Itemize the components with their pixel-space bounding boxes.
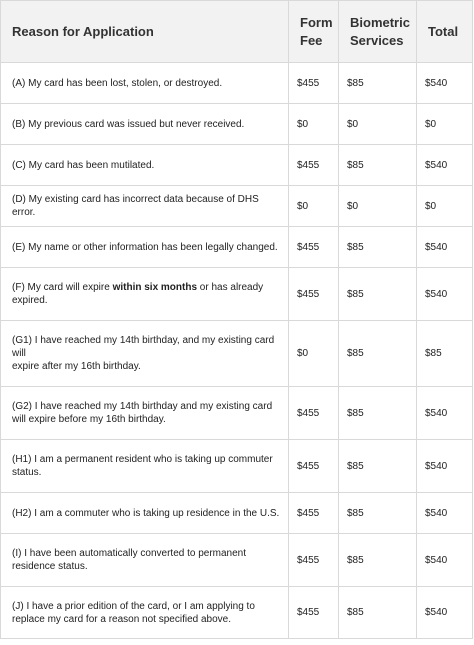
table-row — [1, 268, 473, 321]
form-fee-cell: $455 — [289, 227, 339, 268]
reason-text: (G1) I have reached my 14th birthday, and my existing card will — [12, 335, 275, 359]
biometric-cell: $85 — [339, 227, 417, 268]
form-fee-cell: $455 — [289, 440, 339, 493]
biometric-cell: $85 — [339, 440, 417, 493]
reason-cell — [1, 321, 289, 387]
total-cell: $540 — [417, 440, 473, 493]
reason-cell — [1, 268, 289, 321]
biometric-cell: $85 — [339, 534, 417, 587]
total-cell: $0 — [417, 104, 473, 145]
reason-cell: (J) I have a prior edition of the card, or I am applying to replace my card for a reason not specified above. — [1, 587, 289, 639]
form-fee-cell: $455 — [289, 534, 339, 587]
total-cell: $540 — [417, 534, 473, 587]
header-reason: Reason for Application — [1, 1, 289, 63]
biometric-cell: $85 — [339, 493, 417, 534]
form-fee-cell: $0 — [289, 104, 339, 145]
reason-cell: (I) I have been automatically converted to permanent residence status. — [1, 534, 289, 587]
header-biometric: Biometric Services — [339, 1, 417, 63]
reason-text: expire after my 16th birthday. — [12, 361, 141, 372]
form-fee-cell: $455 — [289, 387, 339, 440]
biometric-cell: $0 — [339, 104, 417, 145]
table-row — [1, 145, 473, 186]
form-fee-cell: $455 — [289, 145, 339, 186]
form-fee-cell: $0 — [289, 321, 339, 387]
total-cell: $540 — [417, 493, 473, 534]
table-row — [1, 186, 473, 227]
table-row — [1, 104, 473, 145]
reason-cell: (A) My card has been lost, stolen, or destroyed. — [1, 63, 289, 104]
total-cell: $540 — [417, 587, 473, 639]
reason-emphasis: within six months — [112, 282, 198, 293]
biometric-cell: $85 — [339, 387, 417, 440]
header-row — [1, 1, 473, 63]
form-fee-cell: $0 — [289, 186, 339, 227]
table-row — [1, 387, 473, 440]
reason-cell: (C) My card has been mutilated. — [1, 145, 289, 186]
total-cell: $85 — [417, 321, 473, 387]
reason-cell: (H1) I am a permanent resident who is taking up commuter status. — [1, 440, 289, 493]
total-cell: $540 — [417, 227, 473, 268]
table-row — [1, 321, 473, 387]
header-form-fee: Form Fee — [289, 1, 339, 63]
reason-text: (F) My card will expire — [12, 282, 113, 293]
biometric-cell: $85 — [339, 321, 417, 387]
table-row — [1, 440, 473, 493]
biometric-cell: $0 — [339, 186, 417, 227]
table-row — [1, 587, 473, 639]
table-row — [1, 534, 473, 587]
total-cell: $540 — [417, 268, 473, 321]
biometric-cell: $85 — [339, 63, 417, 104]
reason-cell: (B) My previous card was issued but never received. — [1, 104, 289, 145]
form-fee-cell: $455 — [289, 268, 339, 321]
reason-cell: (E) My name or other information has been legally changed. — [1, 227, 289, 268]
biometric-cell: $85 — [339, 268, 417, 321]
total-cell: $540 — [417, 63, 473, 104]
biometric-cell: $85 — [339, 145, 417, 186]
form-fee-cell: $455 — [289, 63, 339, 104]
reason-cell: (D) My existing card has incorrect data because of DHS error. — [1, 186, 289, 227]
form-fee-cell: $455 — [289, 493, 339, 534]
total-cell: $0 — [417, 186, 473, 227]
form-fee-cell: $455 — [289, 587, 339, 639]
reason-text: or has already expired. — [12, 282, 264, 306]
total-cell: $540 — [417, 387, 473, 440]
reason-cell: (G2) I have reached my 14th birthday and my existing card will expire before my 16th birthday. — [1, 387, 289, 440]
table-row — [1, 227, 473, 268]
header-total: Total — [417, 1, 473, 63]
reason-cell: (H2) I am a commuter who is taking up residence in the U.S. — [1, 493, 289, 534]
total-cell: $540 — [417, 145, 473, 186]
table-row — [1, 63, 473, 104]
table-row — [1, 493, 473, 534]
biometric-cell: $85 — [339, 587, 417, 639]
